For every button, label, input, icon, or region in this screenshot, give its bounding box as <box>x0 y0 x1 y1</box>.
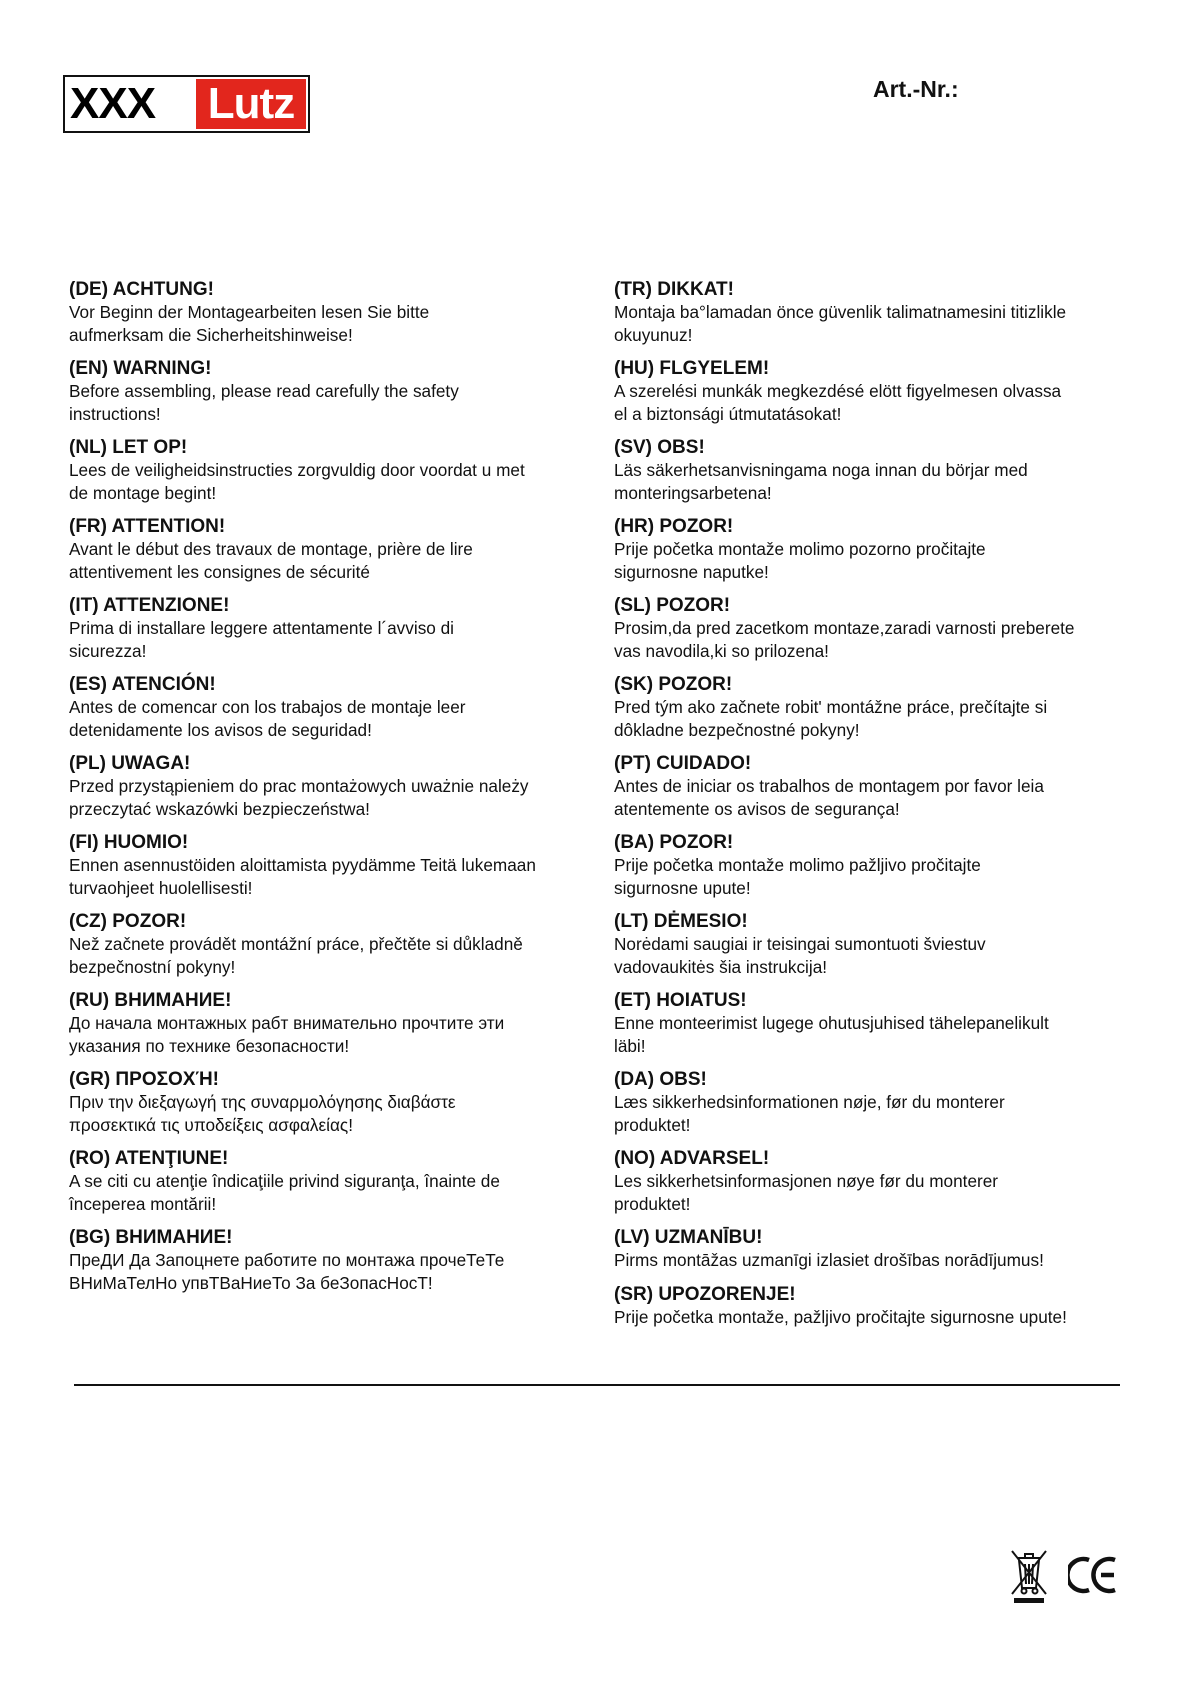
notice-heading: (PT) CUIDADO! <box>614 753 752 774</box>
notice-heading: (ET) HOIATUS! <box>614 990 747 1011</box>
notice-heading: (PL) UWAGA! <box>69 753 191 774</box>
safety-notice <box>614 831 1134 899</box>
notice-text: Antes de comencar con los trabajos de montaje leer detenidamente los avisos de seguridad! <box>69 697 466 740</box>
notice-heading: (NO) ADVARSEL! <box>614 1148 770 1169</box>
safety-notice <box>69 989 589 1057</box>
notice-heading: (LV) UZMANĪBU! <box>614 1227 763 1248</box>
notice-text: Ennen asennustöiden aloittamista pyydämme Teitä lukemaan turvaohjeet huolellisesti! <box>69 855 536 898</box>
safety-notice <box>69 1147 589 1215</box>
notice-text: Przed przystąpieniem do prac montażowych uważnie należy przeczytać wskazówki bezpieczeństwa! <box>69 776 529 819</box>
safety-notice <box>614 1068 1134 1136</box>
notice-text: Πριν την διεξαγωγή της συναρμολόγησης διαβάστε προσεκτικά τις υποδείξεις ασφαλείας! <box>69 1092 456 1135</box>
safety-notice <box>614 515 1134 583</box>
notice-text: Enne monteerimist lugege ohutusjuhised tähelepanelikult läbi! <box>614 1013 1049 1056</box>
notice-text: Prije početka montaže molimo pažljivo pročitajte sigurnosne upute! <box>614 855 981 898</box>
safety-notice <box>69 278 589 346</box>
notice-text: A se citi cu atenţie îndicaţiile privind siguranţa, înainte de începerea montării! <box>69 1171 500 1214</box>
footer-divider <box>74 1384 1120 1386</box>
notice-text: Prosim,da pred zacetkom montaze,zaradi varnosti preberete vas navodila,ki so prilozena! <box>614 618 1075 661</box>
notice-text: Antes de iniciar os trabalhos de montagem por favor leia atentemente os avisos de segurança! <box>614 776 1044 819</box>
notice-heading: (TR) DIKKAT! <box>614 279 734 300</box>
safety-notice <box>614 910 1134 978</box>
notice-heading: (NL) LET OP! <box>69 437 188 458</box>
weee-crossed-bin-icon <box>1008 1548 1050 1604</box>
notice-text: Avant le début des travaux de montage, prière de lire attentivement les consignes de sécurité <box>69 539 473 582</box>
notice-text: Prije početka montaže molimo pozorno pročitajte sigurnosne naputke! <box>614 539 986 582</box>
safety-notice <box>69 831 589 899</box>
notice-heading: (RU) ВНИМАНИЕ! <box>69 990 232 1011</box>
notice-heading: (ES) ATENCIÓN! <box>69 674 216 695</box>
notice-heading: (EN) WARNING! <box>69 358 212 379</box>
notice-text: ПреДИ Да Запоцнете работите по монтажа прочеТеТе ВНиМаТелНо упвТВаНиеТо За беЗопасНосТ! <box>69 1250 505 1293</box>
notice-text: Pirms montāžas uzmanīgi izlasiet drošības norādījumus! <box>614 1250 1044 1270</box>
safety-notice <box>69 436 589 504</box>
notice-heading: (DA) OBS! <box>614 1069 707 1090</box>
notice-text: A szerelési munkák megkezdésé elött figyelmesen olvassa el a biztonsági útmutatásokat! <box>614 381 1062 424</box>
notice-heading: (DE) ACHTUNG! <box>69 279 214 300</box>
safety-notice <box>69 357 589 425</box>
notice-heading: (HR) POZOR! <box>614 516 734 537</box>
notice-text: Before assembling, please read carefully the safety instructions! <box>69 381 459 424</box>
notice-heading: (HU) FLGYELEM! <box>614 358 770 379</box>
safety-notice <box>69 910 589 978</box>
notice-heading: (BA) POZOR! <box>614 832 734 853</box>
safety-notice <box>614 278 1134 346</box>
notice-text: До начала монтажных рабт внимательно прочтите эти указания по технике безопасности! <box>69 1013 505 1056</box>
safety-notice <box>614 1147 1134 1215</box>
safety-notice <box>614 436 1134 504</box>
notice-text: Montaja ba°lamadan önce güvenlik talimatnamesini titizlikle okuyunuz! <box>614 302 1067 345</box>
logo-text-xxx: XXX <box>70 79 156 128</box>
safety-notice <box>614 673 1134 741</box>
notice-heading: (SV) OBS! <box>614 437 705 458</box>
notice-heading: (FI) HUOMIO! <box>69 832 189 853</box>
ce-mark-icon <box>1068 1556 1120 1594</box>
notice-text: Pred tým ako začnete robit' montážne práce, prečítajte si dôkladne bezpečnostné pokyny! <box>614 697 1048 740</box>
notice-text: Les sikkerhetsinformasjonen nøye før du monterer produktet! <box>614 1171 999 1214</box>
safety-notice <box>614 752 1134 820</box>
safety-notice <box>614 989 1134 1057</box>
notice-heading: (SL) POZOR! <box>614 595 731 616</box>
safety-notice <box>614 357 1134 425</box>
notice-text: Prije početka montaže, pažljivo pročitajte sigurnosne upute! <box>614 1306 1067 1327</box>
notice-heading: (LT) DĖMESIO! <box>614 911 748 932</box>
article-number-label: Art.-Nr.: <box>873 76 959 102</box>
safety-notice <box>614 594 1134 662</box>
right-column <box>614 278 1134 1339</box>
safety-notice <box>69 515 589 583</box>
notice-text: Lees de veiligheidsinstructies zorgvuldig door voordat u met de montage begint! <box>69 460 525 503</box>
safety-notice <box>69 1226 589 1294</box>
notice-text: Læs sikkerhedsinformationen nøje, før du monterer produktet! <box>614 1092 1005 1135</box>
safety-notice <box>614 1283 1134 1329</box>
safety-notice <box>69 1068 589 1136</box>
notice-heading: (RO) ATENŢIUNE! <box>69 1148 229 1169</box>
notice-heading: (SK) POZOR! <box>614 674 733 695</box>
notice-heading: (GR) ΠΡΟΣΟΧΉ! <box>69 1069 219 1090</box>
safety-notice <box>69 673 589 741</box>
notice-text: Než začnete provádět montážní práce, přečtěte si důkladně bezpečnostní pokyny! <box>69 934 523 977</box>
notice-heading: (FR) ATTENTION! <box>69 516 226 537</box>
notice-heading: (SR) UPOZORENJE! <box>614 1283 796 1305</box>
left-column <box>69 278 589 1305</box>
safety-notice <box>69 594 589 662</box>
notice-heading: (CZ) POZOR! <box>69 911 187 932</box>
notice-heading: (BG) ВНИМАНИЕ! <box>69 1227 233 1248</box>
safety-notice <box>69 752 589 820</box>
notice-text: Norėdami saugiai ir teisingai sumontuoti šviestuv vadovaukitės šia instrukcija! <box>614 934 986 977</box>
notice-text: Läs säkerhetsanvisningama noga innan du börjar med monteringsarbetena! <box>614 460 1028 503</box>
xxxlutz-logo <box>63 75 310 133</box>
notice-text: Prima di installare leggere attentamente l´avviso di sicurezza! <box>69 618 454 661</box>
notice-text: Vor Beginn der Montagearbeiten lesen Sie bitte aufmerksam die Sicherheitshinweise! <box>69 302 430 345</box>
safety-notice <box>614 1226 1134 1272</box>
notice-heading: (IT) ATTENZIONE! <box>69 595 230 616</box>
logo-text-lutz: Lutz <box>196 79 306 129</box>
